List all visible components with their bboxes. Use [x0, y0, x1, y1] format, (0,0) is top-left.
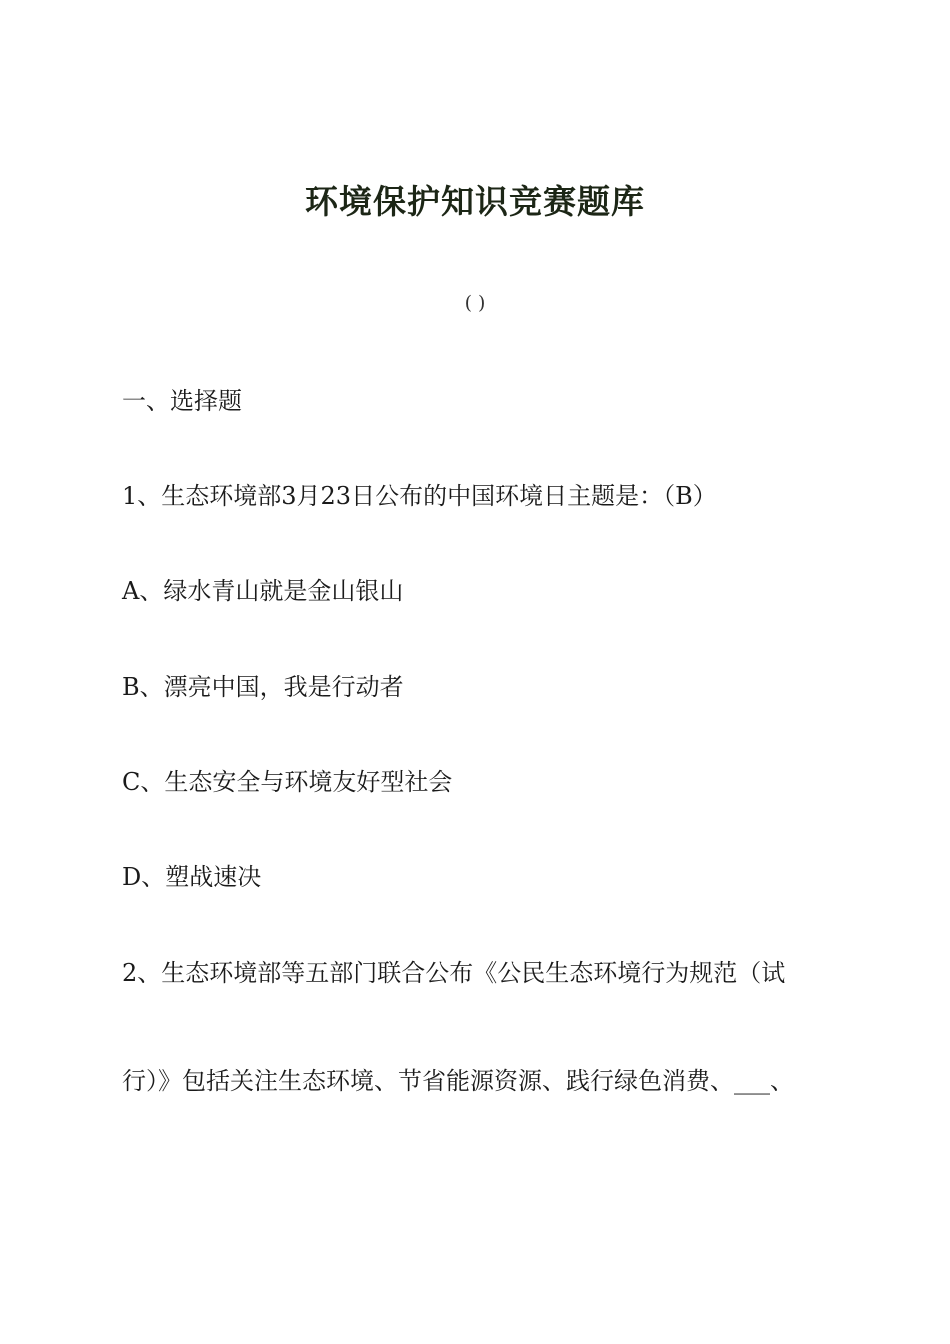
question-1-option-a: A、绿水青山就是金山银山 — [122, 577, 404, 605]
question-1-option-d: D、塑战速决 — [122, 863, 262, 891]
section-heading: 一、选择题 — [122, 387, 242, 415]
document-title: 环境保护知识竞赛题库 — [305, 182, 645, 221]
question-1-option-b: B、漂亮中国，我是行动者 — [122, 673, 404, 701]
question-2-text-line-1: 2、生态环境部等五部门联合公布《公民生态环境行为规范（试 — [122, 959, 786, 987]
question-2-text-line-2: 行）》包括关注生态环境、节省能源资源、践行绿色消费、___、 — [122, 1067, 794, 1095]
question-1-option-c: C、生态安全与环境友好型社会 — [122, 768, 453, 796]
document-subtitle: ( ) — [464, 292, 486, 314]
question-1-text: 1、生态环境部3月23日公布的中国环境日主题是：（B） — [122, 482, 717, 510]
